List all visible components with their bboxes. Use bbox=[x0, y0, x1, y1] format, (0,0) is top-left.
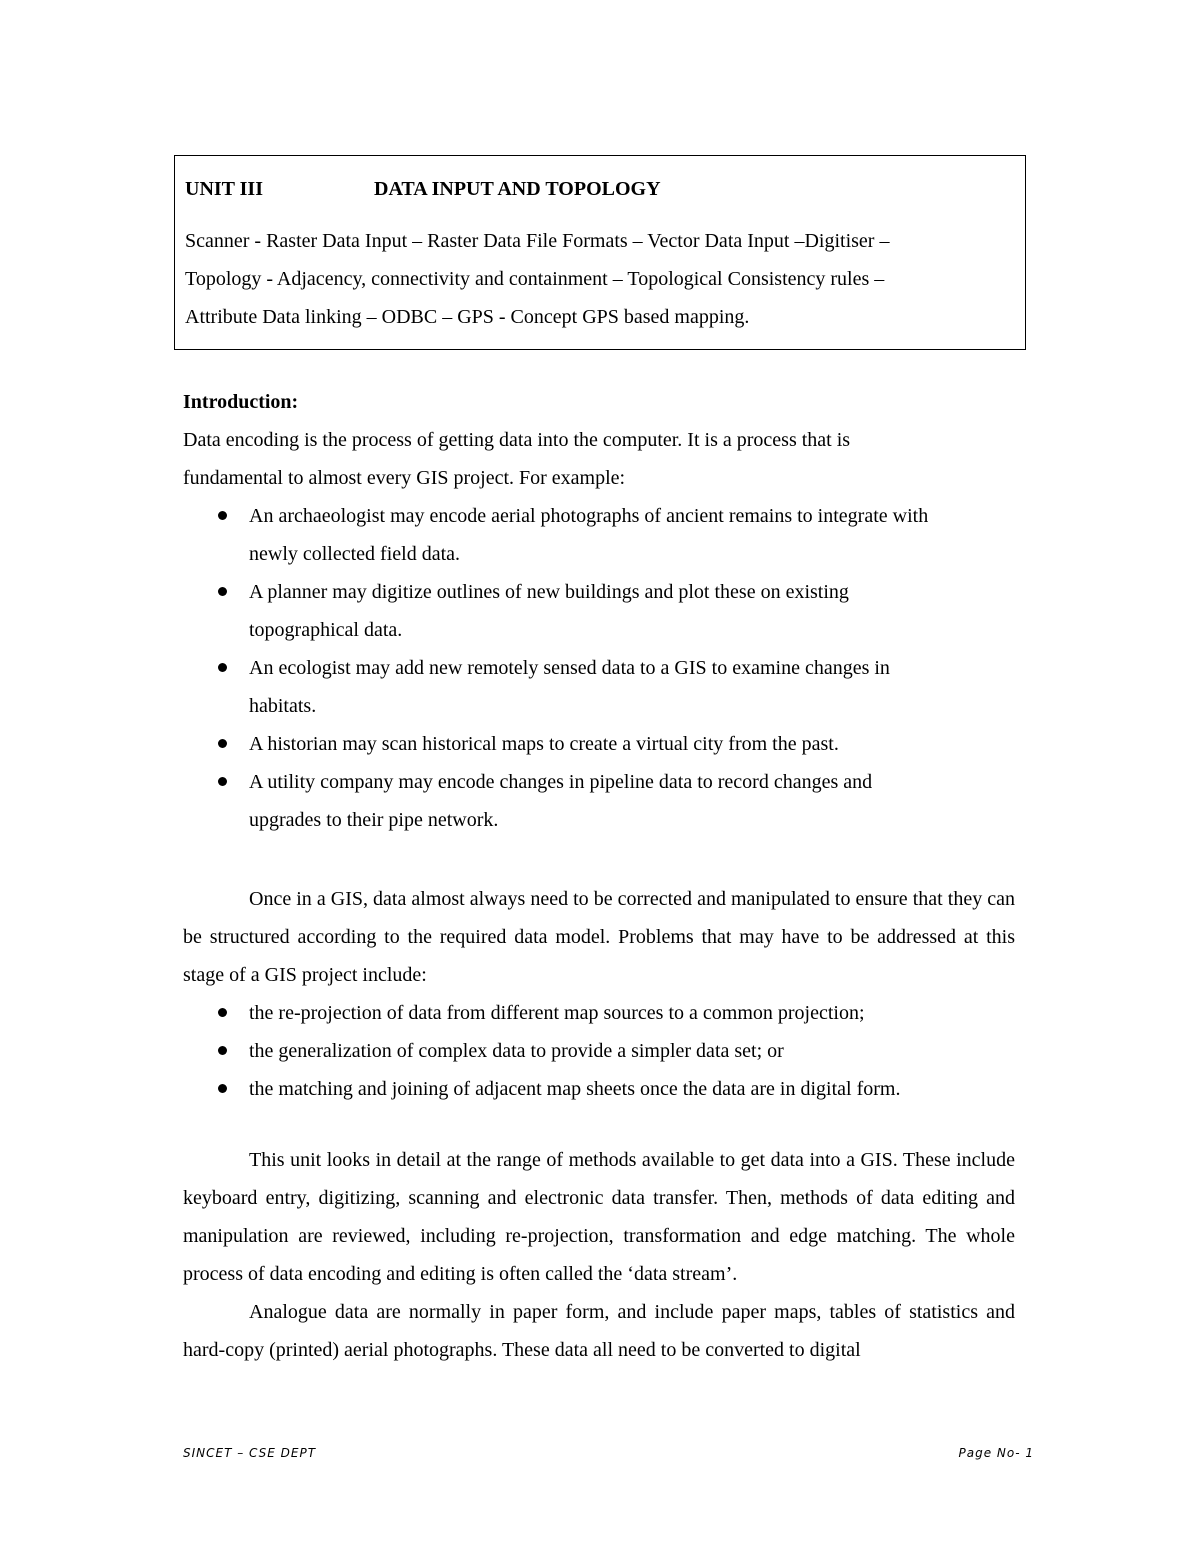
bullet-icon bbox=[218, 777, 227, 786]
list-item bbox=[183, 1070, 1015, 1108]
list-item bbox=[183, 725, 943, 763]
list-item bbox=[183, 649, 943, 725]
syllabus-line: Attribute Data linking – ODBC – GPS - Concept GPS based mapping. bbox=[185, 306, 750, 328]
list-item bbox=[183, 1032, 1015, 1070]
list-item-text: An ecologist may add new remotely sensed data to a GIS to examine changes in habitats. bbox=[249, 657, 890, 717]
bullet-icon bbox=[218, 511, 227, 520]
list-item-text: An archaeologist may encode aerial photographs of ancient remains to integrate with newly collected field data. bbox=[249, 505, 929, 565]
list-item bbox=[183, 994, 1015, 1032]
bullet-icon bbox=[218, 1046, 227, 1055]
problems-list bbox=[183, 994, 1015, 1108]
list-item-text: the re-projection of data from different map sources to a common projection; bbox=[249, 1002, 865, 1024]
list-item bbox=[183, 497, 943, 573]
footer-page-number: Page No- 1 bbox=[958, 1446, 1034, 1460]
bullet-icon bbox=[218, 739, 227, 748]
body-paragraph: Once in a GIS, data almost always need to be corrected and manipulated to ensure that they can be structured according to the required data model. Problems that may have to be addressed at this stage of a GIS project include: bbox=[183, 888, 1015, 986]
list-item-text: A planner may digitize outlines of new buildings and plot these on existing topographical data. bbox=[249, 581, 849, 641]
list-item-text: A utility company may encode changes in pipeline data to record changes and upgrades to their pipe network. bbox=[249, 771, 873, 831]
methods-block bbox=[183, 1141, 1015, 1369]
bullet-icon bbox=[218, 587, 227, 596]
syllabus-line: Topology - Adjacency, connectivity and containment – Topological Consistency rules – bbox=[185, 268, 885, 290]
unit-number: UNIT III bbox=[185, 178, 263, 200]
list-item-text: the generalization of complex data to provide a simpler data set; or bbox=[249, 1040, 784, 1062]
unit-title: DATA INPUT AND TOPOLOGY bbox=[374, 178, 661, 200]
bullet-icon bbox=[218, 1008, 227, 1017]
intro-paragraph: Data encoding is the process of getting data into the computer. It is a process that is fundamental to almost every GIS project. For example: bbox=[183, 429, 851, 489]
syllabus-line: Scanner - Raster Data Input – Raster Data File Formats – Vector Data Input –Digitiser – bbox=[185, 230, 890, 252]
body-paragraph: This unit looks in detail at the range of methods available to get data into a GIS. These include keyboard entry, digitizing, scanning and electronic data transfer. Then, methods of data editing and manipulation are reviewed, including re-projection, transformation and edge matching. The whole process of data encoding and editing is often called the ‘data stream’. bbox=[183, 1149, 1015, 1285]
bullet-icon bbox=[218, 1084, 227, 1093]
body-paragraph: Analogue data are normally in paper form, and include paper maps, tables of statistics and hard-copy (printed) aerial photographs. These data all need to be converted to digital bbox=[183, 1301, 1015, 1361]
examples-list bbox=[183, 497, 943, 839]
list-item bbox=[183, 763, 943, 839]
unit-syllabus bbox=[185, 222, 1015, 336]
footer-department: SINCET – CSE DEPT bbox=[183, 1446, 317, 1460]
list-item bbox=[183, 573, 943, 649]
bullet-icon bbox=[218, 663, 227, 672]
unit-summary-box bbox=[174, 155, 1026, 350]
list-item-text: A historian may scan historical maps to create a virtual city from the past. bbox=[249, 733, 839, 755]
section-heading: Introduction: bbox=[183, 391, 299, 413]
list-item-text: the matching and joining of adjacent map sheets once the data are in digital form. bbox=[249, 1078, 901, 1100]
intro-block bbox=[183, 421, 943, 839]
stage-block bbox=[183, 880, 1015, 1108]
